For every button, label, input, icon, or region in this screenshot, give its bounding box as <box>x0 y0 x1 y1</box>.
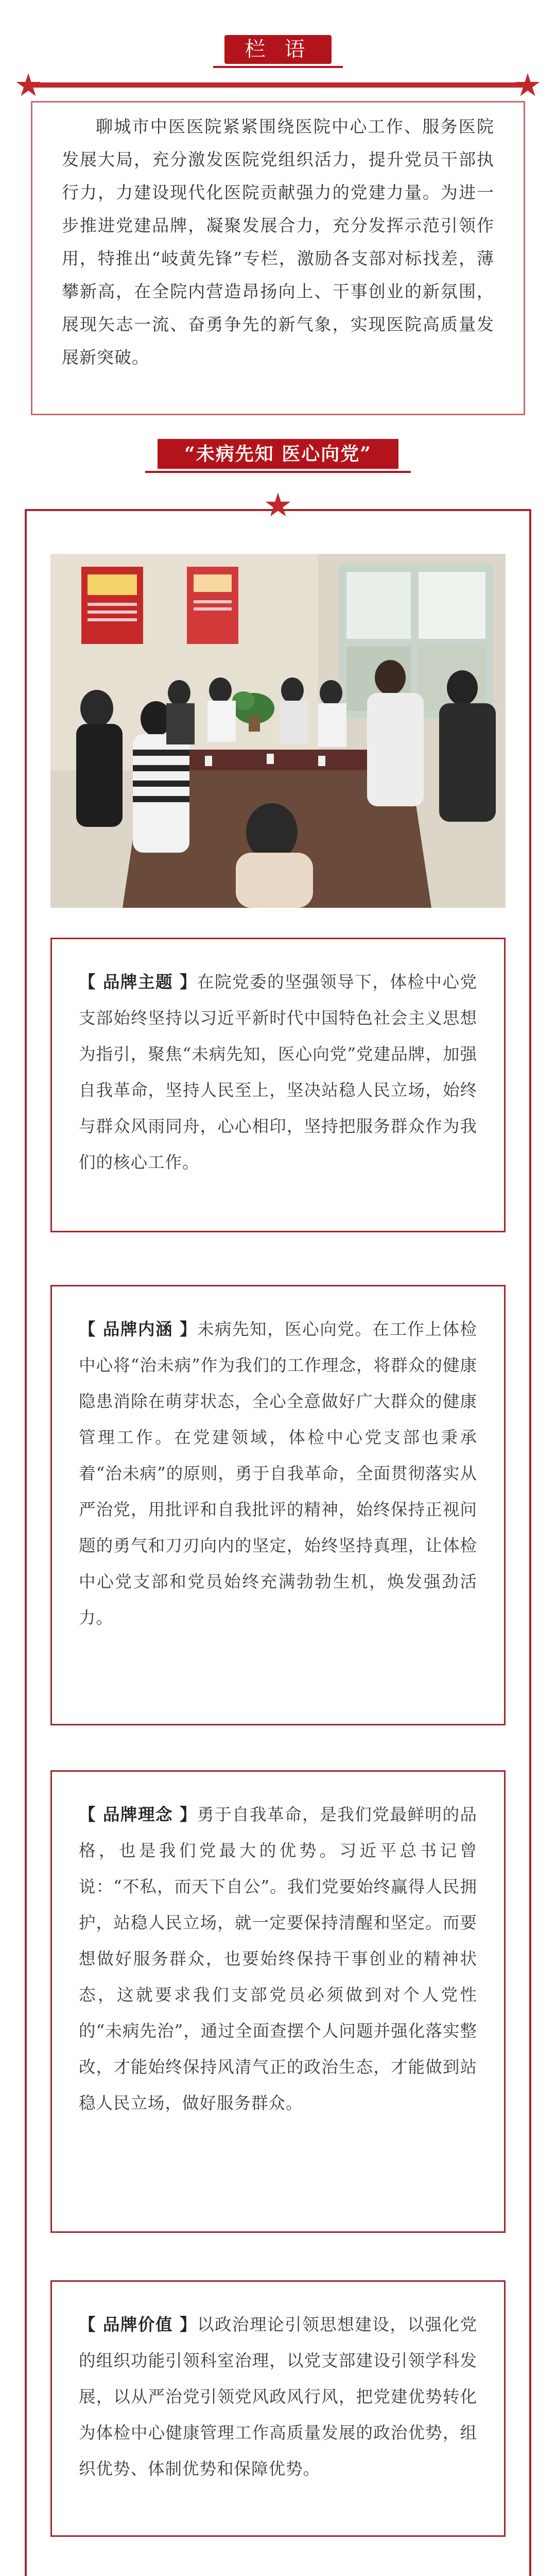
card-label: 【 品牌理念 】 <box>79 1804 197 1824</box>
column-intro-section <box>0 0 556 428</box>
star-icon <box>265 492 291 518</box>
column-tag: 栏 语 <box>224 35 332 64</box>
card-label: 【 品牌价值 】 <box>79 2314 197 2334</box>
card-body <box>52 939 504 1205</box>
card-brand-value <box>50 2280 506 2537</box>
card-text: 以政治理论引领思想建设，以强化党的组织功能引领科室治理，以党支部建设引领学科发展，以从严治党引领党风政风行风，把党建优势转化为体检中心健康管理工作高质量发展的政治优势，组织优势、体制优势和保障优势。 <box>79 2315 477 2479</box>
card-brand-philosophy <box>50 1770 506 2233</box>
star-icon <box>15 72 41 98</box>
card-text: 勇于自我革命，是我们党最鲜明的品格，也是我们党最大的优势。习近平总书记曾说：“不私，而天下自公”。我们党要始终赢得人民拥护，站稳人民立场，就一定要保持清醒和坚定。而要想做好服务群众，也要始终保持干事创业的精神状态，这就要求我们支部党员必须做到对个人党性的“未病先治”，通过全面查摆个人问题并强化落实整改，才能始终保持风清气正的政治生态，才能做到站稳人民立场，做好服务群众。 <box>79 1805 477 2113</box>
card-body <box>52 1286 504 1660</box>
intro-top-bar <box>31 82 525 88</box>
card-text: 未病先知，医心向党。在工作上体检中心将“治未病”作为我们的工作理念，将群众的健康隐患消除在萌芽状态，全心全意做好广大群众的健康管理工作。在党建领域，体检中心党支部也秉承着“治未病”的原则，勇于自我革命，全面贯彻落实从严治党，用批评和自我批评的精神，始终保持正视问题的勇气和刀刃向内的坚定，始终坚持真理，让体检中心党支部和党员始终充满勃勃生机，焕发强劲活力。 <box>79 1319 477 1628</box>
brand-title: “未病先知 医心向党” <box>158 439 398 469</box>
star-icon <box>515 72 541 98</box>
column-tag-underline <box>213 66 343 68</box>
card-label: 【 品牌内涵 】 <box>79 1319 197 1339</box>
card-text: 在院党委的坚强领导下，体检中心党支部始终坚持以习近平新时代中国特色社会主义思想为指引，聚焦“未病先知，医心向党”党建品牌，加强自我革命，坚持人民至上，坚决站稳人民立场，始终与群众风雨同舟，心心相印，坚持把服务群众作为我们的核心工作。 <box>79 972 477 1172</box>
card-label: 【 品牌主题 】 <box>79 972 197 992</box>
card-body <box>52 1772 504 2146</box>
meeting-photo <box>50 554 506 908</box>
brand-title-underline <box>145 471 411 473</box>
card-brand-connotation <box>50 1285 506 1725</box>
intro-paragraph: 聊城市中医医院紧紧围绕医院中心工作、服务医院发展大局，充分激发医院党组织活力，提升党员干部执行力，力建设现代化医院贡献强力的党建力量。为进一步推进党建品牌，凝聚发展合力，充分发挥示范引领作用，特推出“岐黄先锋”专栏，激励各支部对标找差，薄攀新高，在全院内营造昂扬向上、干事创业的新氛围，展现矢志一流、奋勇争先的新气象，实现医院高质量发展新突破。 <box>62 116 494 367</box>
card-body <box>52 2282 504 2512</box>
card-brand-theme <box>50 938 506 1232</box>
